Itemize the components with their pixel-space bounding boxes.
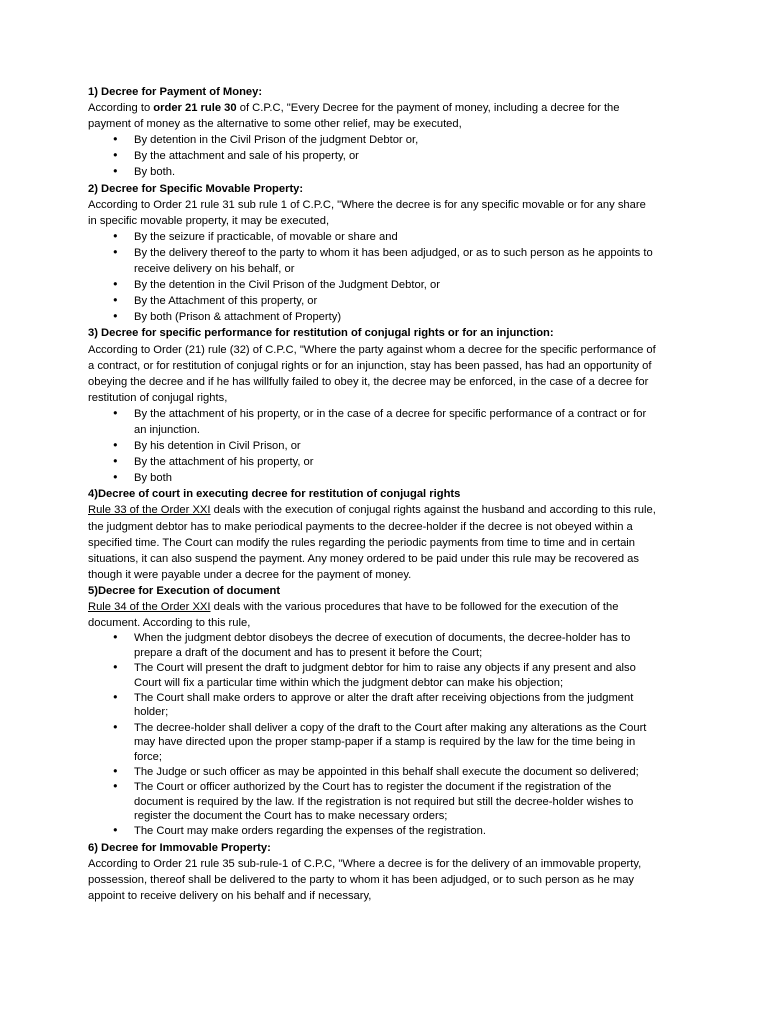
list-item (88, 277, 656, 293)
list-item (88, 631, 656, 660)
section-1-intro-pre: According to (88, 102, 154, 115)
bullet-icon: • (112, 406, 119, 420)
list-item (88, 765, 656, 780)
list-item (88, 164, 656, 180)
section-1-intro-post: of C.P.C, "Every Decree for the payment of money, including a decree for the payment of money as the alternative to some other relief, may be executed, (88, 102, 620, 131)
list-item-text: By the attachment and sale of his property, or (134, 150, 359, 163)
list-item-text: By the delivery thereof to the party to whom it has been adjudged, or as to such person as he appoints to receive delivery on his behalf, or (134, 246, 653, 276)
list-item (88, 454, 656, 470)
list-item (88, 824, 656, 839)
section-2-intro: According to Order 21 rule 31 sub rule 1 of C.P.C, "Where the decree is for any specific movable or for any share in specific movable property, it may be executed, (88, 198, 646, 227)
list-item-text: The Judge or such officer as may be appointed in this behalf shall execute the document so delivered; (134, 765, 639, 778)
section-5-intro (88, 599, 656, 631)
section-4-intro-text: deals with the execution of conjugal rights against the husband and according to this rule, the judgment debtor has to make periodical payments to the decree-holder if the decree is not obeyed within a specified time. The Court can modify the rules regarding the periodic payments from time to time and in certain situations, it can also suspend the payment. Any money ordered to be paid under this rule may be recovered as though it were payable under a decree for the payment of money. (88, 504, 656, 581)
list-item (88, 309, 656, 325)
section-1-bullet-list (88, 132, 656, 180)
list-item-text: The Court or officer authorized by the Court has to register the document if the registration of the document is required by the law. If the registration is not required but still the decree-holder wishes to register the document the Court has to make necessary orders; (134, 781, 634, 823)
section-5-rule-link[interactable]: Rule 34 of the Order XXI (88, 601, 211, 613)
section-1-intro (88, 100, 656, 132)
section-3-intro: According to Order (21) rule (32) of C.P.C, "Where the party against whom a decree for the specific performance of a contract, or for restitution of conjugal rights or for an injunction, stay has been passed, has had an opportunity of obeying the decree and if he has willfully failed to obey it, the decree may be enforced, in the case of a decree for restitution of conjugal rights, (88, 343, 656, 404)
section-3-bullet-list (88, 406, 656, 486)
section-5-bullet-list (88, 631, 656, 839)
list-item-text: By the attachment of his property, or (134, 456, 314, 469)
list-item-text: By both. (134, 166, 176, 179)
list-item (88, 132, 656, 148)
section-4-intro (88, 502, 656, 582)
list-item-text: By the seizure if practicable, of movable or share and (134, 230, 398, 243)
list-item (88, 229, 656, 245)
section-6-heading: 6) Decree for Immovable Property: (88, 841, 271, 854)
section-2-heading: 2) Decree for Specific Movable Property: (88, 182, 304, 195)
bullet-icon: • (112, 690, 119, 704)
list-item (88, 470, 656, 486)
bullet-icon: • (112, 455, 119, 469)
list-item (88, 245, 656, 277)
section-6-intro: According to Order 21 rule 35 sub-rule-1 of C.P.C, "Where a decree is for the delivery of an immovable property, possession, thereof shall be delivered to the party to whom it has been adjudged, or to such person as he may appoint to receive delivery on his behalf and if necessary, (88, 857, 642, 902)
bullet-icon: • (112, 165, 119, 179)
list-item-text: By both (Prison & attachment of Property) (134, 311, 342, 324)
section-5-intro-text: deals with the various procedures that have to be followed for the execution of the document. According to this rule, (88, 601, 619, 630)
section-2-bullet-list (88, 229, 656, 326)
list-item-text: The Court may make orders regarding the expenses of the registration. (134, 825, 486, 838)
list-item (88, 148, 656, 164)
list-item-text: By the Attachment of this property, or (134, 295, 318, 308)
bullet-icon: • (112, 764, 119, 778)
bullet-icon: • (112, 149, 119, 163)
list-item (88, 293, 656, 309)
bullet-icon: • (112, 278, 119, 292)
list-item (88, 721, 656, 765)
list-item-text: When the judgment debtor disobeys the decree of execution of documents, the decree-holder has to prepare a draft of the document and has to present it before the Court; (134, 632, 631, 659)
bullet-icon: • (112, 631, 119, 645)
list-item-text: By the attachment of his property, or in the case of a decree for specific performance of a contract or for an injunction. (134, 407, 647, 436)
list-item (88, 780, 656, 824)
list-item-text: By both (134, 472, 172, 485)
bullet-icon: • (112, 310, 119, 324)
bullet-icon: • (112, 294, 119, 308)
list-item-text: By his detention in Civil Prison, or (134, 440, 301, 453)
list-item (88, 438, 656, 454)
section-4-rule-link[interactable]: Rule 33 of the Order XXI (88, 504, 211, 517)
list-item (88, 406, 656, 438)
list-item-text: The decree-holder shall deliver a copy of the draft to the Court after making any alterations as the Court may have directed upon the proper stamp-paper if a stamp is required by the law for the time being in force; (134, 721, 647, 763)
section-3-heading: 3) Decree for specific performance for restitution of conjugal rights or for an injunction: (88, 327, 554, 340)
section-1-heading: 1) Decree for Payment of Money: (88, 86, 263, 98)
bullet-icon: • (112, 720, 119, 734)
bullet-icon: • (112, 229, 119, 243)
list-item-text: The Court will present the draft to judgment debtor for him to raise any objects if any present and also Court will fix a particular time within which the judgment debtor can make his objection; (134, 661, 636, 689)
bullet-icon: • (112, 824, 119, 838)
list-item-text: By the detention in the Civil Prison of the Judgment Debtor, or (134, 279, 440, 292)
section-1-rule-reference: order 21 rule 30 (153, 102, 237, 115)
section-4-heading: 4)Decree of court in executing decree for restitution of conjugal rights (88, 488, 461, 501)
section-5-heading: 5)Decree for Execution of document (88, 584, 281, 597)
bullet-icon: • (112, 245, 119, 259)
list-item (88, 661, 656, 690)
bullet-icon: • (112, 133, 119, 147)
list-item-text: The Court shall make orders to approve or alter the draft after receiving objections from the judgment holder; (134, 691, 634, 719)
bullet-icon: • (112, 660, 119, 674)
bullet-icon: • (112, 471, 119, 485)
bullet-icon: • (112, 439, 119, 453)
bullet-icon: • (112, 780, 119, 794)
list-item-text: By detention in the Civil Prison of the judgment Debtor or, (134, 134, 419, 147)
list-item (88, 691, 656, 720)
